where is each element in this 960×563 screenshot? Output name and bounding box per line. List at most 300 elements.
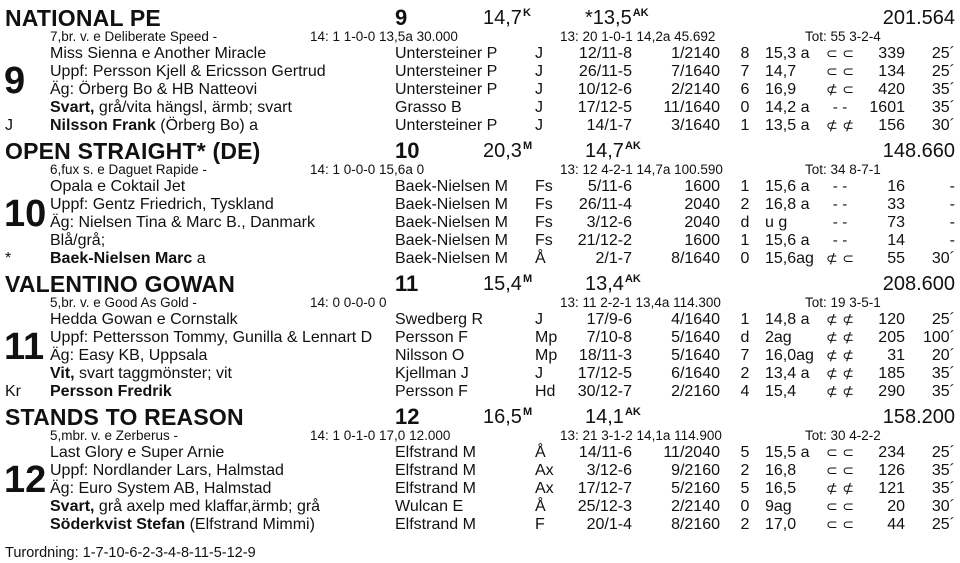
dam-sire-line-text: Last Glory e Super Arnie [50, 444, 225, 461]
km-time: 16,5 [765, 480, 797, 497]
track-code: J [535, 365, 543, 382]
breeder-line-text: Uppf: Nordlander Lars, Halmstad [50, 462, 284, 479]
placing-distance: 4/1640 [671, 311, 720, 328]
race-date: 30/12-7 [577, 383, 632, 400]
race-date: 14/1-7 [586, 117, 632, 134]
shoe-symbols: ⊄ ⊄ [826, 118, 854, 134]
post-position: d [740, 329, 750, 346]
career-total-stats: Tot: 34 8-7-1 [805, 162, 881, 177]
shoe-symbols: - - [832, 197, 848, 213]
horse-header [0, 273, 960, 295]
post-position: 6 [740, 81, 750, 98]
breeder-line-text: Uppf: Gentz Friedrich, Tyskland [50, 196, 274, 213]
horse-entry [0, 406, 960, 536]
start-row [0, 480, 960, 498]
breeder-line [50, 196, 274, 214]
placing-distance: 5/1640 [671, 347, 720, 364]
racing-colors-line-text: Blå/grå; [50, 232, 106, 249]
placing-distance: 2/2140 [671, 498, 720, 515]
driver-name: Persson F [395, 383, 468, 400]
km-time: 15,6 a [765, 178, 810, 195]
placing-distance: 11/1640 [663, 99, 720, 116]
km-time: 16,8 [765, 462, 797, 479]
breeder-line [50, 329, 372, 347]
start-row [0, 383, 960, 401]
track-code: Å [535, 498, 546, 515]
km-time: 14,8 a [765, 311, 810, 328]
post-position: 0 [740, 99, 750, 116]
race-date: 3/12-6 [586, 214, 632, 231]
shoe-symbols: - - [832, 100, 848, 116]
racing-colors-line-bold: Vit, [50, 365, 75, 382]
placing-distance: 2/2140 [671, 81, 720, 98]
record-left-value: 16,5 [483, 406, 522, 428]
owner-line [50, 480, 271, 498]
km-time: 14,2 a [765, 99, 810, 116]
season-14-stats: 14: 0 0-0-0 0 [310, 295, 387, 310]
driver-name: Elfstrand M [395, 462, 476, 479]
record-right-value: *13,5 [585, 7, 632, 29]
prize: 30´ [931, 498, 955, 515]
total-earnings: 158.200 [882, 406, 955, 428]
km-time: 15,6 a [765, 232, 810, 249]
odds: 55 [887, 250, 905, 267]
prize: 35´ [931, 480, 955, 497]
start-row [0, 63, 960, 81]
post-position: 1 [740, 311, 750, 328]
placing-distance: 1/2140 [671, 45, 720, 62]
driver-name: Untersteiner P [395, 63, 498, 80]
prize: 35´ [931, 365, 955, 382]
placing-distance: 8/2160 [671, 516, 720, 533]
driver-name: Wulcan E [395, 498, 464, 515]
km-time: 13,4 a [765, 365, 810, 382]
race-date: 18/11-3 [578, 347, 632, 364]
prize: 35´ [931, 99, 955, 116]
horse-header [0, 7, 960, 29]
odds: 185 [878, 365, 905, 382]
race-date: 26/11-5 [578, 63, 632, 80]
placing-distance: 2040 [684, 196, 720, 213]
record-right-type: AK [624, 140, 641, 152]
dam-sire-line-text: Miss Sienna e Another Miracle [50, 45, 267, 62]
start-row [0, 311, 960, 329]
track-code: J [535, 63, 543, 80]
race-date: 7/10-8 [586, 329, 632, 346]
prize: 100´ [922, 329, 955, 346]
row-prefix: J [5, 117, 13, 134]
odds: 126 [878, 462, 905, 479]
season-13-stats: 13: 21 3-1-2 14,1a 114.900 [560, 428, 722, 443]
km-time: 17,0 [765, 516, 797, 533]
record-left-value: 20,3 [483, 140, 522, 162]
horse-name: OPEN STRAIGHT* (DE) [5, 138, 261, 164]
odds: 44 [887, 516, 905, 533]
shoe-symbols: ⊂ ⊂ [826, 463, 854, 479]
km-time: 15,4 [765, 383, 797, 400]
driver-name: Untersteiner P [395, 117, 498, 134]
header-start-number: 12 [395, 404, 420, 429]
placing-distance: 11/2040 [663, 444, 720, 461]
racing-colors-line [50, 365, 232, 383]
dam-sire-line [50, 444, 224, 462]
driver-name: Baek-Nielsen M [395, 232, 508, 249]
shoe-symbols: - - [832, 215, 848, 231]
dam-sire-line-text: Hedda Gowan e Cornstalk [50, 311, 238, 328]
age-color-sire: 5,br. v. e Good As Gold - [50, 295, 197, 310]
owner-line-text: Äg: Euro System AB, Halmstad [50, 480, 272, 497]
shoe-symbols: ⊂ ⊂ [826, 445, 854, 461]
start-row [0, 462, 960, 480]
post-position: 1 [740, 232, 750, 249]
odds: 121 [878, 480, 905, 497]
horse-name: NATIONAL PE [5, 5, 161, 31]
track-code: F [535, 516, 545, 533]
dam-sire-line-text: Opala e Coktail Jet [50, 178, 186, 195]
odds: 134 [878, 63, 905, 80]
shoe-symbols: - - [832, 233, 848, 249]
record-right-value: 13,4 [585, 273, 624, 295]
race-date: 21/12-2 [577, 232, 632, 249]
horse-name: STANDS TO REASON [5, 404, 244, 430]
season-13-stats: 13: 12 4-2-1 14,7a 100.590 [560, 162, 723, 177]
horse-stats-line [0, 428, 960, 444]
prize: - [949, 232, 955, 249]
placing-distance: 1600 [684, 232, 720, 249]
track-code: Å [535, 444, 546, 461]
shoe-symbols: ⊄ ⊂ [826, 251, 854, 267]
dam-sire-line [50, 311, 238, 329]
shoe-symbols: - - [832, 179, 848, 195]
season-14-stats: 14: 1 0-1-0 17,0 12.000 [310, 428, 451, 443]
career-total-stats: Tot: 30 4-2-2 [805, 428, 881, 443]
prize: 25´ [931, 311, 955, 328]
track-code: Hd [535, 383, 556, 400]
prize: 30´ [931, 117, 955, 134]
record-right-value: 14,7 [585, 140, 624, 162]
track-code: Fs [535, 214, 553, 231]
breeder-line-text: Uppf: Persson Kjell & Ericsson Gertrud [50, 63, 326, 80]
shoe-symbols: ⊄ ⊄ [826, 481, 854, 497]
post-position: 4 [740, 383, 750, 400]
track-code: Fs [535, 232, 553, 249]
trainer-line-bold: Baek-Nielsen Marc [50, 250, 193, 267]
post-position: 1 [740, 178, 750, 195]
driver-name: Persson F [395, 329, 468, 346]
prize: 20´ [931, 347, 955, 364]
dam-sire-line [50, 178, 185, 196]
dam-sire-line [50, 45, 266, 63]
placing-distance: 3/1640 [671, 117, 720, 134]
track-code: J [535, 99, 543, 116]
header-start-number: 11 [395, 271, 419, 296]
racing-colors-line [50, 99, 292, 117]
odds: 16 [887, 178, 905, 195]
km-time: 15,6ag [765, 250, 814, 267]
odds: 120 [878, 311, 905, 328]
km-time: 15,3 a [765, 45, 810, 62]
career-total-stats: Tot: 55 3-2-4 [805, 29, 881, 44]
km-time: 9ag [765, 498, 792, 515]
driver-name: Untersteiner P [395, 45, 498, 62]
track-code: Fs [535, 178, 553, 195]
total-earnings: 208.600 [882, 273, 955, 295]
breeder-line [50, 462, 284, 480]
season-14-stats: 14: 1 0-0-0 15,6a 0 [310, 162, 425, 177]
race-date: 5/11-6 [587, 178, 632, 195]
record-left-type: K [522, 7, 531, 19]
post-position: 0 [740, 498, 750, 515]
odds: 290 [878, 383, 905, 400]
start-row [0, 45, 960, 63]
prize: 30´ [931, 250, 955, 267]
row-prefix: Kr [5, 383, 21, 400]
driver-name: Swedberg R [395, 311, 484, 328]
season-13-stats: 13: 11 2-2-1 13,4a 114.300 [560, 295, 721, 310]
row-prefix: * [5, 250, 12, 267]
odds: 20 [887, 498, 905, 515]
track-code: Å [535, 250, 546, 267]
race-date: 26/11-4 [578, 196, 632, 213]
race-date: 17/12-5 [577, 99, 632, 116]
start-row [0, 99, 960, 117]
driver-name: Baek-Nielsen M [395, 178, 508, 195]
trainer-line [50, 383, 172, 401]
breeder-line [50, 63, 326, 81]
odds: 1601 [869, 99, 905, 116]
racing-colors-line-text: grå/vita hängsl, ärmb; svart [94, 99, 292, 116]
race-date: 20/1-4 [586, 516, 632, 533]
racing-colors-line-text: svart taggmönster; vit [74, 365, 232, 382]
season-14-stats: 14: 1 1-0-0 13,5a 30.000 [310, 29, 458, 44]
track-code: J [535, 81, 543, 98]
shoe-symbols: ⊄ ⊄ [826, 348, 854, 364]
owner-line-text: Äg: Nielsen Tina & Marc B., Danmark [50, 214, 315, 231]
shoe-symbols: ⊄ ⊄ [826, 330, 854, 346]
driver-name: Grasso B [395, 99, 462, 116]
odds: 205 [878, 329, 905, 346]
track-code: J [535, 117, 543, 134]
start-row [0, 329, 960, 347]
owner-line-text: Äg: Easy KB, Uppsala [50, 347, 208, 364]
horse-entry [0, 7, 960, 137]
post-position: 2 [740, 516, 750, 533]
start-row [0, 178, 960, 196]
shoe-symbols: ⊂ ⊂ [826, 64, 854, 80]
km-time: 16,9 [765, 81, 797, 98]
post-position: 2 [740, 365, 750, 382]
post-position: 8 [740, 45, 750, 62]
prize: 35´ [931, 462, 955, 479]
start-row [0, 347, 960, 365]
track-code: Fs [535, 196, 553, 213]
km-time: 14,7 [765, 63, 797, 80]
km-time: 16,8 a [765, 196, 810, 213]
odds: 234 [878, 444, 905, 461]
race-date: 17/9-6 [586, 311, 632, 328]
trainer-line-bold: Persson Fredrik [50, 383, 172, 400]
placing-distance: 7/1640 [671, 63, 720, 80]
record-left-value: 15,4 [483, 273, 522, 295]
race-date: 10/12-6 [577, 81, 632, 98]
start-number-large: 10 [4, 193, 47, 235]
start-row [0, 117, 960, 135]
placing-distance: 2040 [684, 214, 720, 231]
racing-colors-line-bold: Svart, [50, 498, 95, 515]
start-row [0, 444, 960, 462]
odds: 420 [878, 81, 905, 98]
racing-colors-line [50, 498, 320, 516]
placing-distance: 5/1640 [671, 329, 720, 346]
total-earnings: 201.564 [882, 7, 955, 29]
post-position: 2 [740, 196, 750, 213]
record-right-type: AK [624, 273, 641, 285]
prize: 35´ [931, 383, 955, 400]
racing-colors-line [50, 232, 105, 250]
horse-header [0, 140, 960, 162]
post-position: 0 [740, 250, 750, 267]
race-date: 17/12-5 [577, 365, 632, 382]
race-date: 17/12-7 [577, 480, 632, 497]
odds: 31 [887, 347, 905, 364]
placing-distance: 5/2160 [671, 480, 720, 497]
post-position: 7 [740, 347, 750, 364]
horse-entry [0, 140, 960, 270]
placing-distance: 8/1640 [671, 250, 720, 267]
prize: - [949, 178, 955, 195]
race-date: 2/1-7 [595, 250, 632, 267]
start-row [0, 232, 960, 250]
start-number-large: 11 [4, 326, 45, 368]
track-code: J [535, 311, 543, 328]
track-code: J [535, 45, 543, 62]
total-earnings: 148.660 [882, 140, 955, 162]
start-row [0, 365, 960, 383]
age-color-sire: 7,br. v. e Deliberate Speed - [50, 29, 218, 44]
record-right-type: AK [632, 7, 649, 19]
start-order: Turordning: 1-7-10-6-2-3-4-8-11-5-12-9 [5, 545, 256, 561]
start-row [0, 516, 960, 534]
start-row [0, 196, 960, 214]
age-color-sire: 5,mbr. v. e Zerberus - [50, 428, 179, 443]
trainer-line [50, 516, 315, 534]
post-position: 7 [740, 63, 750, 80]
age-color-sire: 6,fux s. e Daguet Rapide - [50, 162, 207, 177]
horse-stats-line [0, 29, 960, 45]
owner-line [50, 214, 315, 232]
owner-line [50, 347, 207, 365]
prize: 35´ [931, 81, 955, 98]
post-position: 2 [740, 462, 750, 479]
driver-name: Baek-Nielsen M [395, 214, 508, 231]
prize: 25´ [931, 45, 955, 62]
odds: 14 [887, 232, 905, 249]
shoe-symbols: ⊄ ⊂ [826, 82, 854, 98]
racing-colors-line-text: grå axelp med klaffar,ärmb; grå [94, 498, 321, 515]
record-right-type: AK [624, 406, 641, 418]
driver-name: Nilsson O [395, 347, 465, 364]
season-13-stats: 13: 20 1-0-1 14,2a 45.692 [560, 29, 716, 44]
placing-distance: 9/2160 [671, 462, 720, 479]
prize: 25´ [931, 63, 955, 80]
driver-name: Elfstrand M [395, 444, 476, 461]
trainer-line-bold: Söderkvist Stefan [50, 516, 186, 533]
record-left-value: 14,7 [483, 7, 522, 29]
horse-header [0, 406, 960, 428]
odds: 339 [878, 45, 905, 62]
race-date: 14/11-6 [578, 444, 632, 461]
prize: - [949, 196, 955, 213]
track-code: Ax [535, 462, 554, 479]
trainer-line [50, 117, 258, 135]
record-left-type: M [522, 406, 533, 418]
track-code: Mp [535, 329, 558, 346]
km-time: 2ag [765, 329, 792, 346]
record-left-type: M [522, 140, 533, 152]
trainer-line-bold: Nilsson Frank [50, 117, 156, 134]
shoe-symbols: ⊂ ⊂ [826, 499, 854, 515]
prize: - [949, 214, 955, 231]
record-right-value: 14,1 [585, 406, 624, 428]
shoe-symbols: ⊄ ⊄ [826, 312, 854, 328]
driver-name: Untersteiner P [395, 81, 498, 98]
placing-distance: 1600 [684, 178, 720, 195]
driver-name: Baek-Nielsen M [395, 250, 508, 267]
driver-name: Elfstrand M [395, 480, 476, 497]
odds: 73 [887, 214, 905, 231]
shoe-symbols: ⊄ ⊄ [826, 384, 854, 400]
horse-entry [0, 273, 960, 403]
post-position: 5 [740, 444, 750, 461]
trainer-line [50, 250, 206, 268]
post-position: 1 [740, 117, 750, 134]
driver-name: Kjellman J [395, 365, 469, 382]
header-start-number: 10 [395, 138, 420, 163]
odds: 156 [878, 117, 905, 134]
start-number-large: 9 [4, 60, 26, 102]
header-start-number: 9 [395, 5, 408, 30]
shoe-symbols: ⊂ ⊂ [826, 517, 854, 533]
km-time: u g [765, 214, 788, 231]
horse-name: VALENTINO GOWAN [5, 271, 236, 297]
breeder-line-text: Uppf: Pettersson Tommy, Gunilla & Lennart D [50, 329, 373, 346]
owner-line [50, 81, 257, 99]
placing-distance: 6/1640 [671, 365, 720, 382]
placing-distance: 2/2160 [671, 383, 720, 400]
track-code: Ax [535, 480, 554, 497]
trainer-line-text: (Elfstrand Mimmi) [185, 516, 315, 533]
trainer-line-text: (Örberg Bo) a [155, 117, 259, 134]
km-time: 15,5 a [765, 444, 810, 461]
race-date: 12/11-8 [578, 45, 632, 62]
km-time: 13,5 a [765, 117, 810, 134]
start-row [0, 498, 960, 516]
prize: 25´ [931, 444, 955, 461]
owner-line-text: Äg: Örberg Bo & HB Natteovi [50, 81, 258, 98]
racing-colors-line-bold: Svart, [50, 99, 95, 116]
shoe-symbols: ⊄ ⊄ [826, 366, 854, 382]
driver-name: Baek-Nielsen M [395, 196, 508, 213]
start-row [0, 250, 960, 268]
shoe-symbols: ⊂ ⊂ [826, 46, 854, 62]
horse-stats-line [0, 295, 960, 311]
career-total-stats: Tot: 19 3-5-1 [805, 295, 881, 310]
start-row [0, 81, 960, 99]
prize: 25´ [931, 516, 955, 533]
start-row [0, 214, 960, 232]
horse-stats-line [0, 162, 960, 178]
start-number-large: 12 [4, 459, 47, 501]
